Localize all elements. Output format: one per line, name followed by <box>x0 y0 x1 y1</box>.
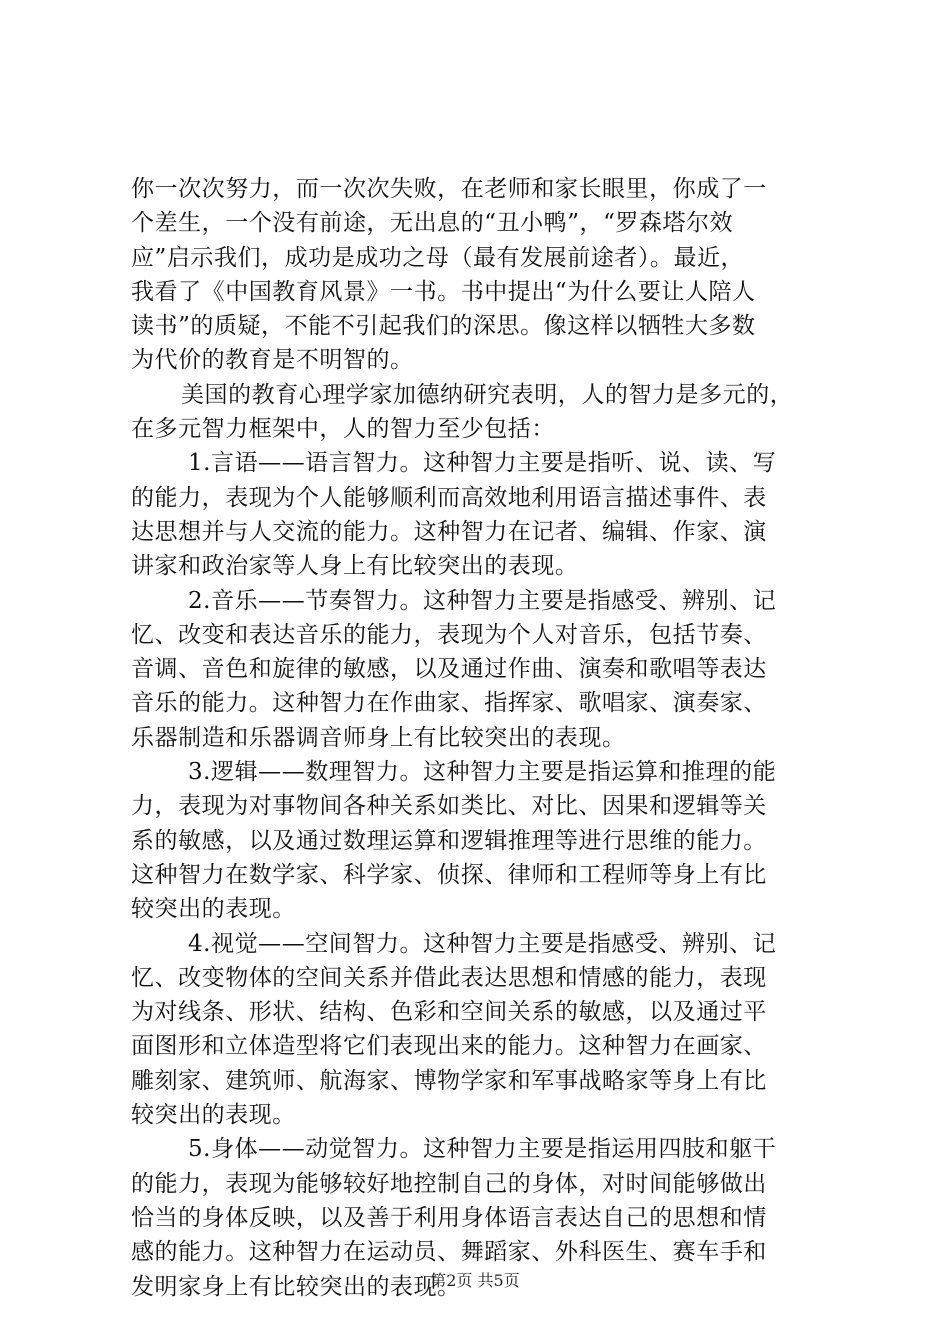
text-line: 这种智力在数学家、科学家、侦探、律师和工程师等身上有比 <box>131 861 767 888</box>
text-line: 力，表现为对事物间各种关系如类比、对比、因果和逻辑等关 <box>131 793 767 820</box>
text-line: 我看了《中国教育风景》一书。书中提出“为什么要让人陪人 <box>131 278 756 305</box>
page-footer: 第2页 共5页 <box>430 1271 520 1290</box>
text-line: 为代价的教育是不明智的。 <box>131 347 414 374</box>
text-line: 忆、改变和表达音乐的能力，表现为个人对音乐，包括节奏、 <box>131 621 767 648</box>
list-item-first-line: 1.言语——语言智力。这种智力主要是指听、说、读、写 <box>188 450 777 477</box>
text-line: 乐器制造和乐器调音师身上有比较突出的表现。 <box>131 724 626 751</box>
paragraph-first-line: 美国的教育心理学家加德纳研究表明，人的智力是多元的， <box>181 381 794 408</box>
text-line: 的能力，表现为个人能够顺利而高效地利用语言描述事件、表 <box>131 484 767 511</box>
text-line: 较突出的表现。 <box>131 1102 296 1129</box>
text-line: 音调、音色和旋律的敏感，以及通过作曲、演奏和歌唱等表达 <box>131 656 767 683</box>
text-line: 个差生，一个没有前途，无出息的“丑小鸭”，“罗森塔尔效 <box>131 210 734 237</box>
list-item-first-line: 2.音乐——节奏智力。这种智力主要是指感受、辨别、记 <box>188 587 777 614</box>
document-body <box>131 172 831 1304</box>
list-item-first-line: 5.身体——动觉智力。这种智力主要是指运用四肢和躯干 <box>188 1136 777 1163</box>
text-line: 音乐的能力。这种智力在作曲家、指挥家、歌唱家、演奏家、 <box>131 690 767 717</box>
text-line: 忆、改变物体的空间关系并借此表达思想和情感的能力，表现 <box>131 964 767 991</box>
text-line: 雕刻家、建筑师、航海家、博物学家和军事战略家等身上有比 <box>131 1067 767 1094</box>
text-line: 面图形和立体造型将它们表现出来的能力。这种智力在画家、 <box>131 1033 767 1060</box>
text-line: 恰当的身体反映，以及善于利用身体语言表达自己的思想和情 <box>131 1204 767 1231</box>
text-line: 讲家和政治家等人身上有比较突出的表现。 <box>131 553 579 580</box>
list-item-first-line: 3.逻辑——数理智力。这种智力主要是指运算和推理的能 <box>188 759 777 786</box>
text-line: 读书”的质疑，不能不引起我们的深思。像这样以牺牲大多数 <box>131 313 756 340</box>
text-line: 较突出的表现。 <box>131 896 296 923</box>
text-line: 应”启示我们，成功是成功之母（最有发展前途者）。最近， <box>131 244 745 271</box>
text-line: 发明家身上有比较突出的表现。 <box>131 1273 461 1300</box>
list-item-first-line: 4.视觉——空间智力。这种智力主要是指感受、辨别、记 <box>188 930 777 957</box>
text-line: 系的敏感，以及通过数理运算和逻辑推理等进行思维的能力。 <box>131 827 767 854</box>
text-line: 感的能力。这种智力在运动员、舞蹈家、外科医生、赛车手和 <box>131 1239 767 1266</box>
text-line: 的能力，表现为能够较好地控制自己的身体，对时间能够做出 <box>131 1170 767 1197</box>
text-line: 为对线条、形状、结构、色彩和空间关系的敏感，以及通过平 <box>131 999 767 1026</box>
text-line: 达思想并与人交流的能力。这种智力在记者、编辑、作家、演 <box>131 518 767 545</box>
text-line: 你一次次努力，而一次次失败，在老师和家长眼里，你成了一 <box>131 176 767 202</box>
text-line: 在多元智力框架中，人的智力至少包括： <box>131 416 555 443</box>
